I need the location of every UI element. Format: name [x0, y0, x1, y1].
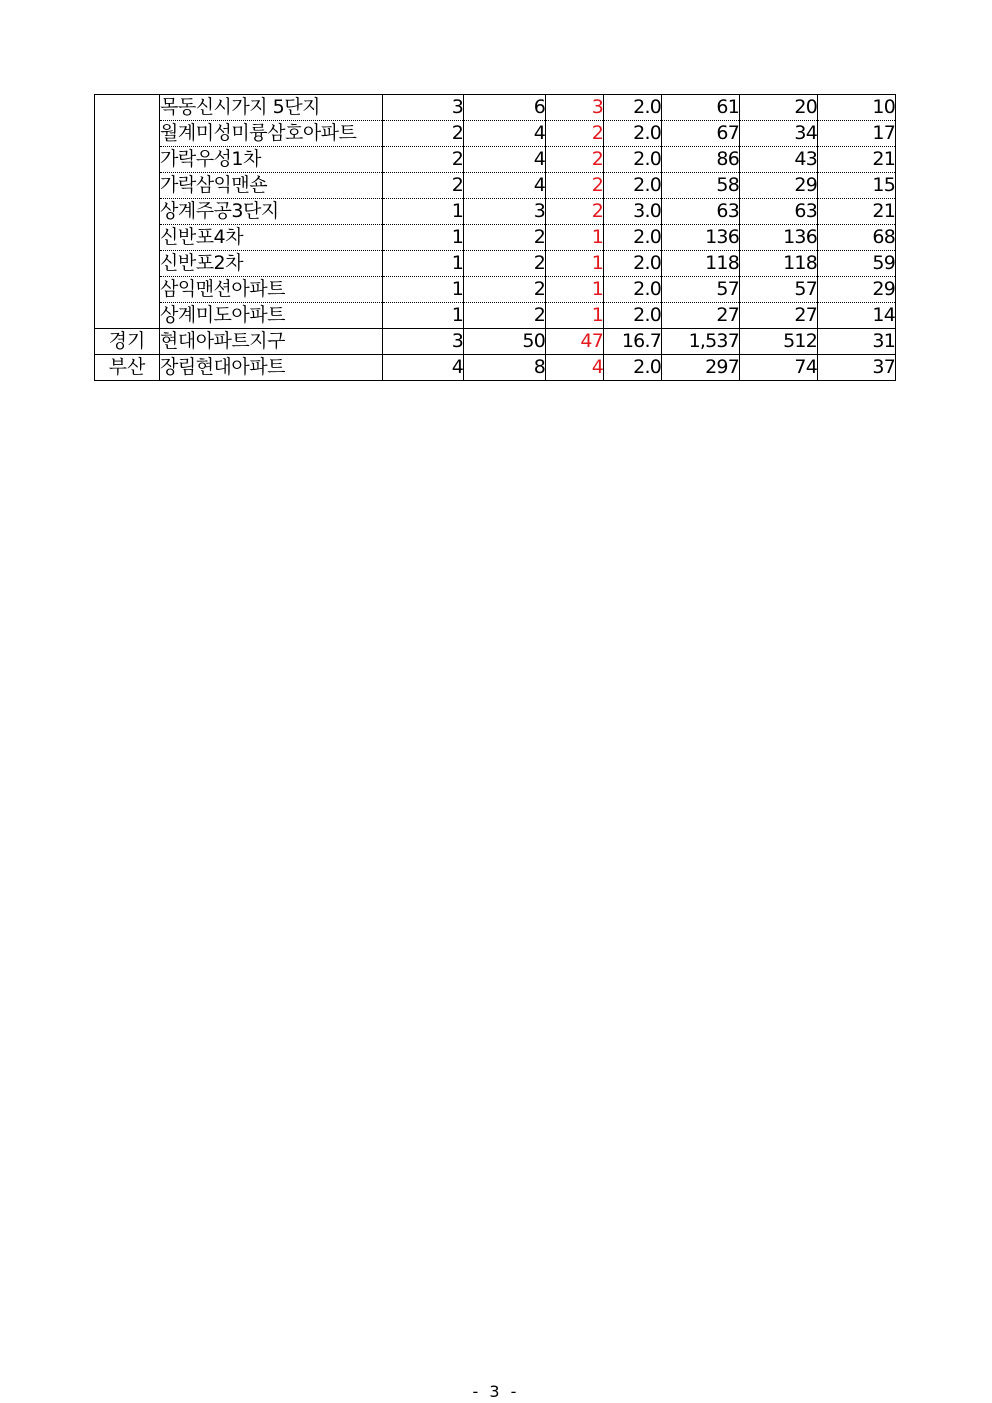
- table-row: [95, 329, 896, 355]
- value-3-highlight: 1: [546, 277, 604, 303]
- value-7: 21: [818, 199, 896, 225]
- value-7: 10: [818, 95, 896, 121]
- value-5: 297: [662, 355, 740, 381]
- value-3-highlight: 1: [546, 303, 604, 329]
- value-2: 8: [464, 355, 546, 381]
- value-5: 118: [662, 251, 740, 277]
- value-1: 1: [383, 277, 464, 303]
- value-7: 14: [818, 303, 896, 329]
- region-cell: 경기: [95, 329, 160, 355]
- value-7: 15: [818, 173, 896, 199]
- region-cell: 부산: [95, 355, 160, 381]
- value-3-highlight: 2: [546, 147, 604, 173]
- value-6: 57: [740, 277, 818, 303]
- value-2: 2: [464, 225, 546, 251]
- value-5: 63: [662, 199, 740, 225]
- value-5: 67: [662, 121, 740, 147]
- complex-name: 월계미성미륭삼호아파트: [160, 121, 383, 147]
- complex-name: 현대아파트지구: [160, 329, 383, 355]
- value-2: 2: [464, 251, 546, 277]
- value-6: 512: [740, 329, 818, 355]
- value-2: 2: [464, 303, 546, 329]
- value-7: 37: [818, 355, 896, 381]
- data-table: [94, 94, 896, 381]
- value-3-highlight: 3: [546, 95, 604, 121]
- complex-name: 신반포4차: [160, 225, 383, 251]
- value-5: 1,537: [662, 329, 740, 355]
- value-1: 3: [383, 95, 464, 121]
- value-4: 2.0: [604, 95, 662, 121]
- complex-name: 신반포2차: [160, 251, 383, 277]
- value-2: 4: [464, 173, 546, 199]
- value-2: 4: [464, 121, 546, 147]
- value-2: 50: [464, 329, 546, 355]
- complex-name: 장림현대아파트: [160, 355, 383, 381]
- value-3-highlight: 2: [546, 173, 604, 199]
- value-2: 3: [464, 199, 546, 225]
- value-3-highlight: 47: [546, 329, 604, 355]
- table-row: [95, 277, 896, 303]
- value-6: 34: [740, 121, 818, 147]
- value-7: 68: [818, 225, 896, 251]
- value-4: 2.0: [604, 303, 662, 329]
- value-3-highlight: 1: [546, 225, 604, 251]
- value-6: 136: [740, 225, 818, 251]
- value-1: 2: [383, 173, 464, 199]
- value-2: 2: [464, 277, 546, 303]
- value-1: 1: [383, 199, 464, 225]
- value-2: 4: [464, 147, 546, 173]
- value-3-highlight: 1: [546, 251, 604, 277]
- complex-name: 삼익맨션아파트: [160, 277, 383, 303]
- value-6: 29: [740, 173, 818, 199]
- value-3-highlight: 2: [546, 199, 604, 225]
- value-1: 2: [383, 147, 464, 173]
- value-4: 3.0: [604, 199, 662, 225]
- value-7: 21: [818, 147, 896, 173]
- table-row: [95, 303, 896, 329]
- value-7: 59: [818, 251, 896, 277]
- value-1: 3: [383, 329, 464, 355]
- value-1: 1: [383, 303, 464, 329]
- table-row: [95, 199, 896, 225]
- value-1: 2: [383, 121, 464, 147]
- table-row: [95, 147, 896, 173]
- value-3-highlight: 2: [546, 121, 604, 147]
- value-6: 20: [740, 95, 818, 121]
- value-5: 57: [662, 277, 740, 303]
- value-6: 118: [740, 251, 818, 277]
- value-5: 86: [662, 147, 740, 173]
- value-4: 16.7: [604, 329, 662, 355]
- value-5: 27: [662, 303, 740, 329]
- table-row: [95, 251, 896, 277]
- value-6: 43: [740, 147, 818, 173]
- page-number: - 3 -: [472, 1382, 520, 1401]
- value-4: 2.0: [604, 121, 662, 147]
- table-row: [95, 121, 896, 147]
- table-row: [95, 225, 896, 251]
- complex-name: 가락우성1차: [160, 147, 383, 173]
- value-4: 2.0: [604, 147, 662, 173]
- value-7: 17: [818, 121, 896, 147]
- value-4: 2.0: [604, 277, 662, 303]
- value-3-highlight: 4: [546, 355, 604, 381]
- complex-name: 가락삼익맨숀: [160, 173, 383, 199]
- value-4: 2.0: [604, 225, 662, 251]
- value-5: 61: [662, 95, 740, 121]
- complex-name: 상계주공3단지: [160, 199, 383, 225]
- table-row: [95, 95, 896, 121]
- value-6: 74: [740, 355, 818, 381]
- value-1: 4: [383, 355, 464, 381]
- value-5: 136: [662, 225, 740, 251]
- value-5: 58: [662, 173, 740, 199]
- table-row: [95, 173, 896, 199]
- complex-name: 상계미도아파트: [160, 303, 383, 329]
- complex-name: 목동신시가지 5단지: [160, 95, 383, 121]
- value-2: 6: [464, 95, 546, 121]
- value-4: 2.0: [604, 173, 662, 199]
- value-6: 27: [740, 303, 818, 329]
- value-1: 1: [383, 251, 464, 277]
- table-row: [95, 355, 896, 381]
- region-cell: [95, 95, 160, 329]
- value-6: 63: [740, 199, 818, 225]
- value-4: 2.0: [604, 355, 662, 381]
- value-7: 31: [818, 329, 896, 355]
- value-1: 1: [383, 225, 464, 251]
- value-4: 2.0: [604, 251, 662, 277]
- value-7: 29: [818, 277, 896, 303]
